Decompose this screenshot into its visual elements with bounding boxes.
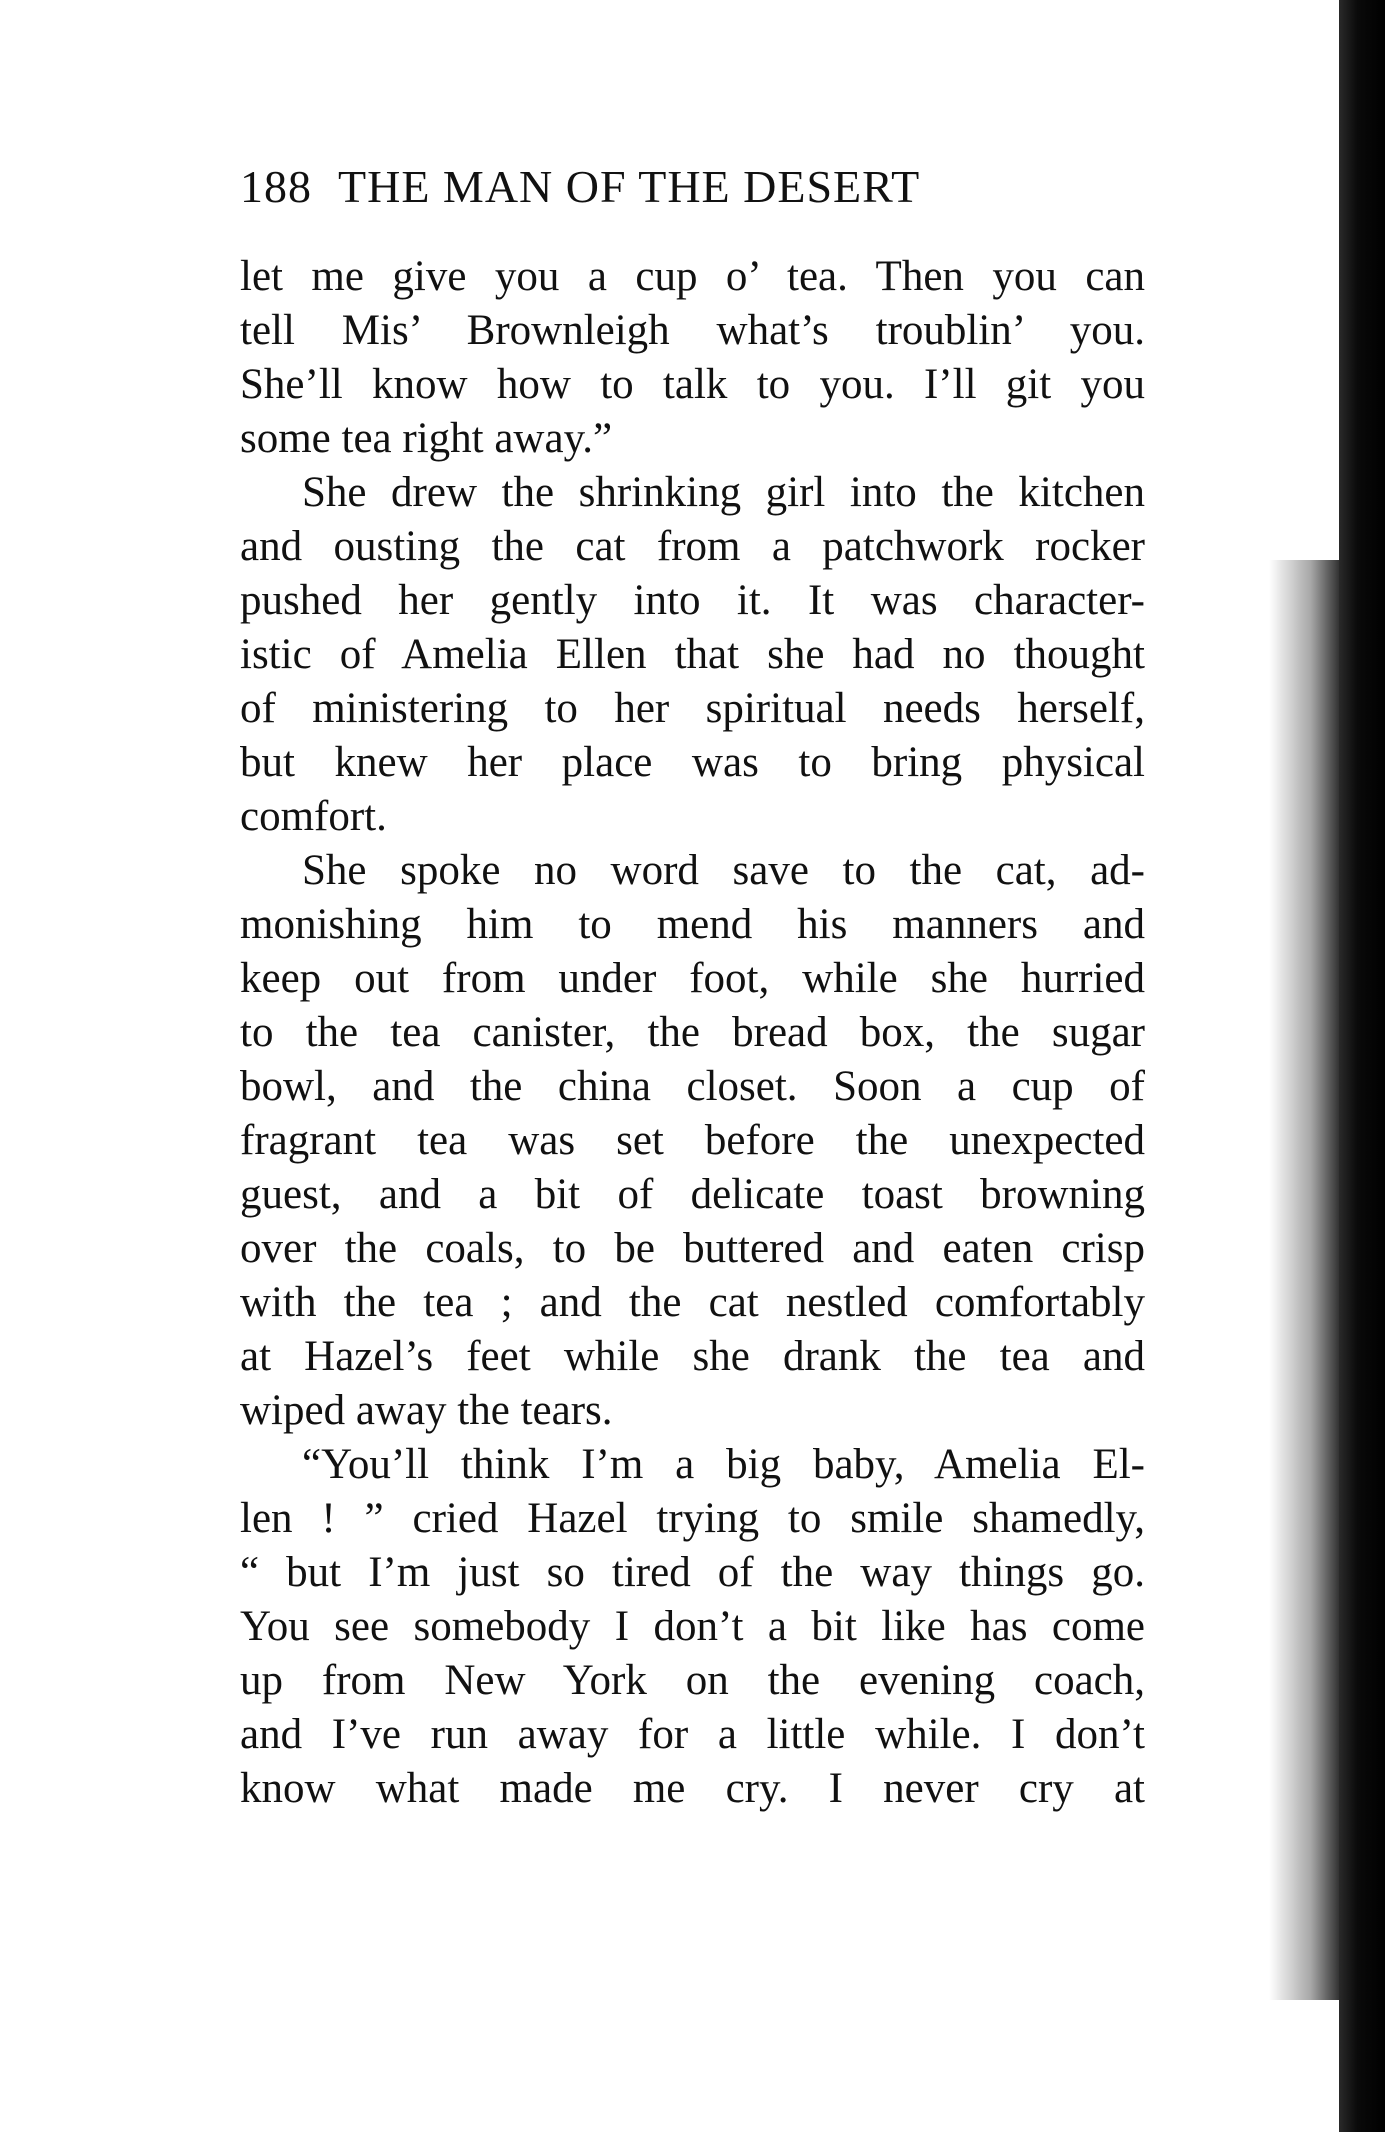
text-line: bowl, and the china closet. Soon a cup of: [240, 1063, 1145, 1110]
text-line: at Hazel’s feet while she drank the tea and: [240, 1333, 1145, 1380]
text-line: len ! ” cried Hazel trying to smile shamedly,: [240, 1495, 1145, 1542]
text-line: tell Mis’ Brownleigh what’s troublin’ you.: [240, 307, 1145, 354]
text-line: keep out from under foot, while she hurried: [240, 955, 1145, 1002]
text-line: istic of Amelia Ellen that she had no thought: [240, 631, 1145, 678]
page-number: 188: [240, 161, 312, 212]
text-line: pushed her gently into it. It was character-: [240, 577, 1145, 624]
text-line: up from New York on the evening coach,: [240, 1657, 1145, 1704]
text-line: with the tea ; and the cat nestled comfortably: [240, 1279, 1145, 1326]
text-line: “ but I’m just so tired of the way things go.: [240, 1549, 1145, 1596]
text-line: some tea right away.”: [240, 415, 613, 462]
text-line: She drew the shrinking girl into the kitchen: [302, 469, 1145, 516]
text-line: fragrant tea was set before the unexpected: [240, 1117, 1145, 1164]
text-line: comfort.: [240, 793, 387, 840]
binding-edge: [1339, 0, 1385, 2132]
text-line: and I’ve run away for a little while. I don’t: [240, 1711, 1145, 1758]
text-line: to the tea canister, the bread box, the sugar: [240, 1009, 1145, 1056]
text-line: She spoke no word save to the cat, ad-: [302, 847, 1145, 894]
text-line: over the coals, to be buttered and eaten crisp: [240, 1225, 1145, 1272]
text-line: and ousting the cat from a patchwork rocker: [240, 523, 1145, 570]
text-line: She’ll know how to talk to you. I’ll git you: [240, 361, 1145, 408]
text-line: “You’ll think I’m a big baby, Amelia El-: [302, 1441, 1145, 1488]
text-line: You see somebody I don’t a bit like has come: [240, 1603, 1145, 1650]
text-line: wiped away the tears.: [240, 1387, 613, 1434]
text-line: monishing him to mend his manners and: [240, 901, 1145, 948]
text-line: let me give you a cup o’ tea. Then you can: [240, 253, 1145, 300]
text-line: guest, and a bit of delicate toast browning: [240, 1171, 1145, 1218]
body-text: [240, 250, 1145, 1816]
running-title: THE MAN OF THE DESERT: [338, 161, 921, 212]
running-head: [240, 160, 1040, 220]
binding-shadow: [1269, 560, 1339, 2000]
text-line: of ministering to her spiritual needs herself,: [240, 685, 1145, 732]
text-line: know what made me cry. I never cry at: [240, 1765, 1145, 1812]
text-line: but knew her place was to bring physical: [240, 739, 1145, 786]
